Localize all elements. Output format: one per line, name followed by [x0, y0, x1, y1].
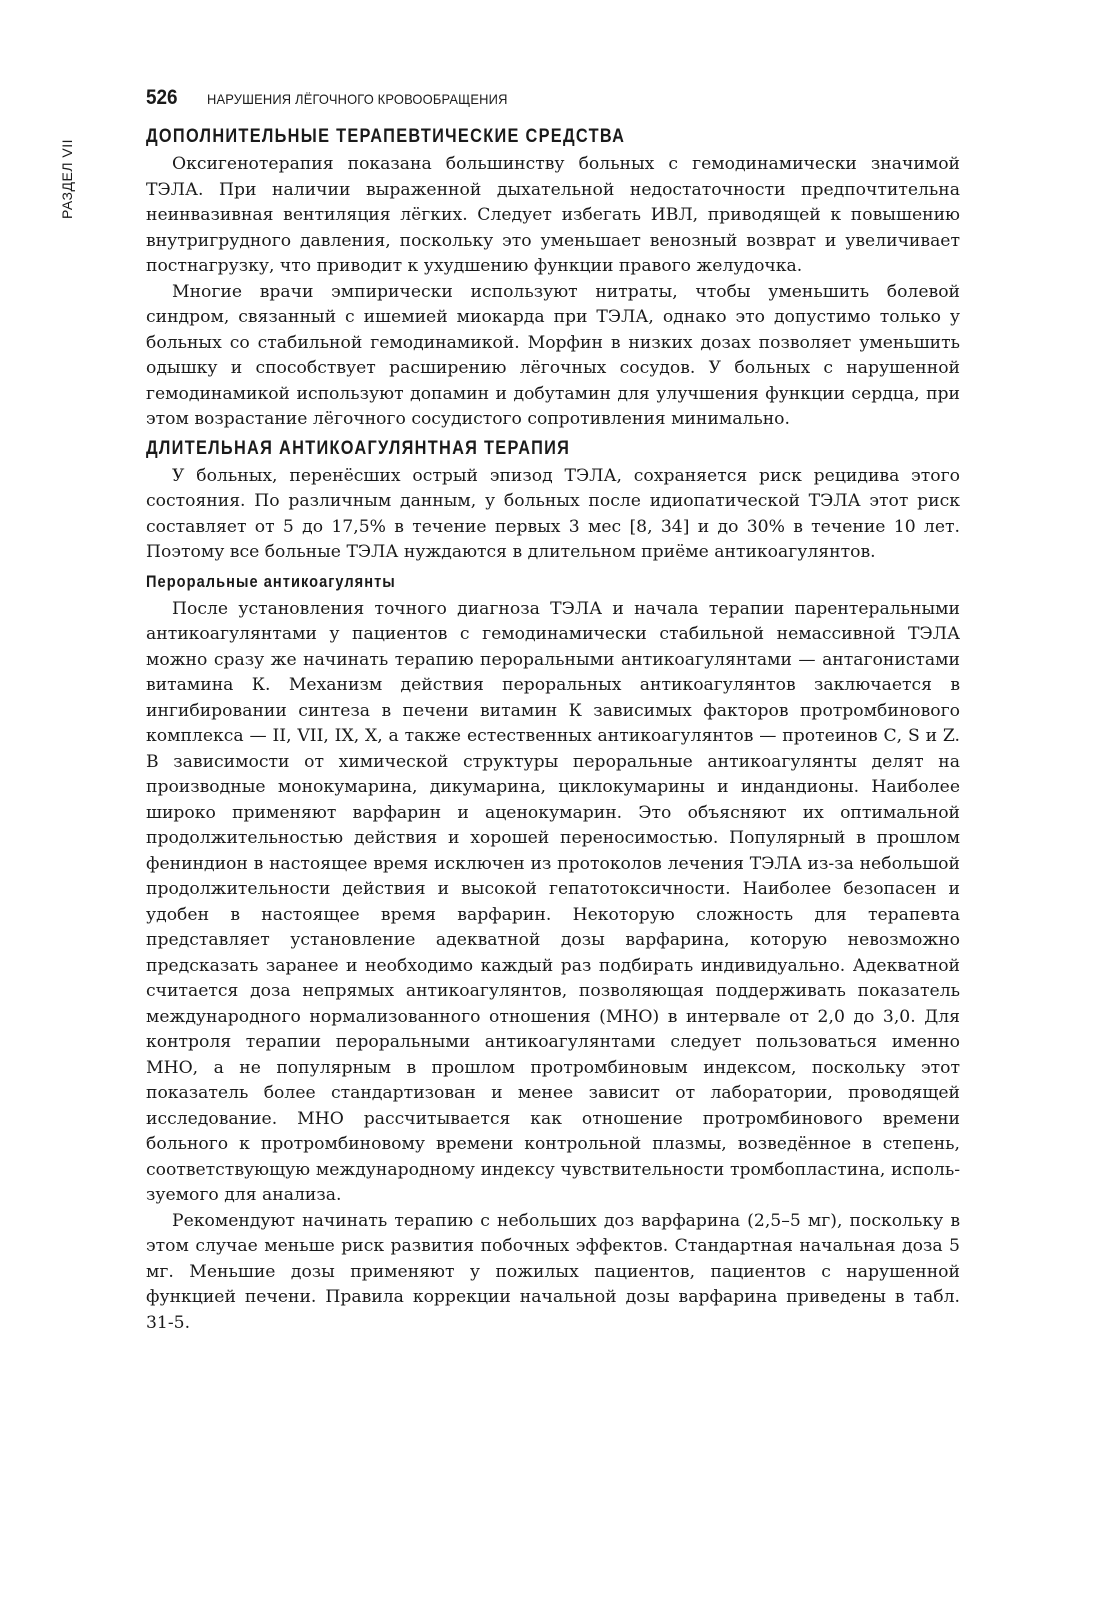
page-content [146, 122, 960, 1337]
section-heading: ДЛИТЕЛЬНАЯ АНТИКОАГУЛЯНТНАЯ ТЕРАПИЯ [146, 437, 571, 459]
section-additional-therapy [146, 122, 960, 433]
section-side-label [52, 134, 82, 224]
page-number: 526 [146, 86, 178, 109]
section-long-term-anticoagulation [146, 434, 960, 566]
paragraph: У больных, перенёсших острый эпизод ТЭЛА, сохраняется риск рецидива этого состояния. По различным данным, у больных после идиопатической ТЭЛА этот риск составляет от 5 до 17,5% в течение первых 3 мес [8, 34] и до 30% в течение 10 лет. Поэтому все больные ТЭЛА нуждаются в длительном приёме антикоагулянтов. [146, 465, 960, 562]
subsection-heading: Пероральные антикоагулянты [146, 571, 396, 591]
paragraph: Многие врачи эмпирически используют нитраты, чтобы уменьшить болевой синдром, связанный с ишемией миокарда при ТЭЛА, однако это допустимо только у больных со стабильной гемодинамикой. Морфин в низких дозах позволяет уменьшить одышку и способствует расширению лёгочных сосудов. У больных с нарушенной гемодинамикой используют допамин и добутамин для улучшения функции сердца, при этом возрастание лёгочного сосудистого сопротивления минимально. [146, 281, 960, 429]
section-oral-anticoagulants [146, 567, 960, 1337]
section-heading: ДОПОЛНИТЕЛЬНЫЕ ТЕРАПЕВТИЧЕСКИЕ СРЕДСТВА [146, 126, 626, 147]
paragraph: Рекомендуют начинать терапию с небольших доз варфарина (2,5–5 мг), поскольку в этом случае меньше риск развития побочных эффектов. Стандартная начальная доза 5 мг. Меньшие дозы применяют у пожилых пациентов, пациентов с нарушенной функцией печени. Правила коррекции начальной дозы варфарина приведены в табл. 31-5. [146, 1210, 960, 1333]
running-title: НАРУШЕНИЯ ЛЁГОЧНОГО КРОВООБРАЩЕНИЯ [207, 91, 508, 107]
paragraph: Оксигенотерапия показана большинству больных с гемодинамически значимой ТЭЛА. При наличии выраженной дыхательной недостаточности предпочтительна неинвазивная вентиляция лёгких. Следует избегать ИВЛ, приводящей к повышению внутригрудного давления, поскольку это уменьшает венозный возврат и увеличивает постнагрузку, что приводит к ухудшению функции правого желудочка. [146, 154, 960, 276]
section-side-label-text: РАЗДЕЛ VII [59, 138, 75, 220]
paragraph: После установления точного диагноза ТЭЛА и начала терапии парентеральными антикоагулянтами у пациентов с гемодинамически стабильной немассивной ТЭЛА можно сразу же начинать терапию пероральными антикоагулянтами — антагонистами витамина К. Механизм действия пероральных антикоагулянтов заключается в ингибировании синтеза в печени витамин К зависимых факторов протромбинового комплекса — II, VII, IX, X, а также естественных антикоагулянтов — протеинов С, S и Z. В зависимости от химической структуры пероральные антикоагулянты делят на производные монокумарина, дикумарина, циклокумарины и индандионы. Наиболее широко применяют варфарин и аценокумарин. Это объясняют их оптимальной продолжительностью действия и хорошей переносимостью. Популярный в прошлом фениндион в настоящее время исключен из протоколов лечения ТЭЛА из-за небольшой продолжительности действия и высокой гепатотоксичности. Наиболее безопасен и удобен в настоящее время варфарин. Некоторую сложность для терапевта представляет установление адекватной дозы варфарина, которую невозможно предсказать заранее и необходимо каждый раз подбирать индивидуально. Адекватной считается доза непрямых антикоагулянтов, позволяющая поддерживать показатель международного нормализованного отношения (МНО) в интервале от 2,0 до 3,0. Для контроля терапии пероральными антикоагулянтами следует пользоваться именно МНО, а не популярным в прошлом протромбиновым индексом, поскольку этот показатель более стандартизован и менее зависит от лаборатории, проводящей исследование. МНО рассчитывается как отношение протромбинового времени больного к протромбиновому времени контрольной плазмы, возведённое в степень, соответствующую международному индексу чувствительности тромбопластина, используемого для анализа. [146, 598, 960, 1205]
running-header [146, 86, 534, 110]
